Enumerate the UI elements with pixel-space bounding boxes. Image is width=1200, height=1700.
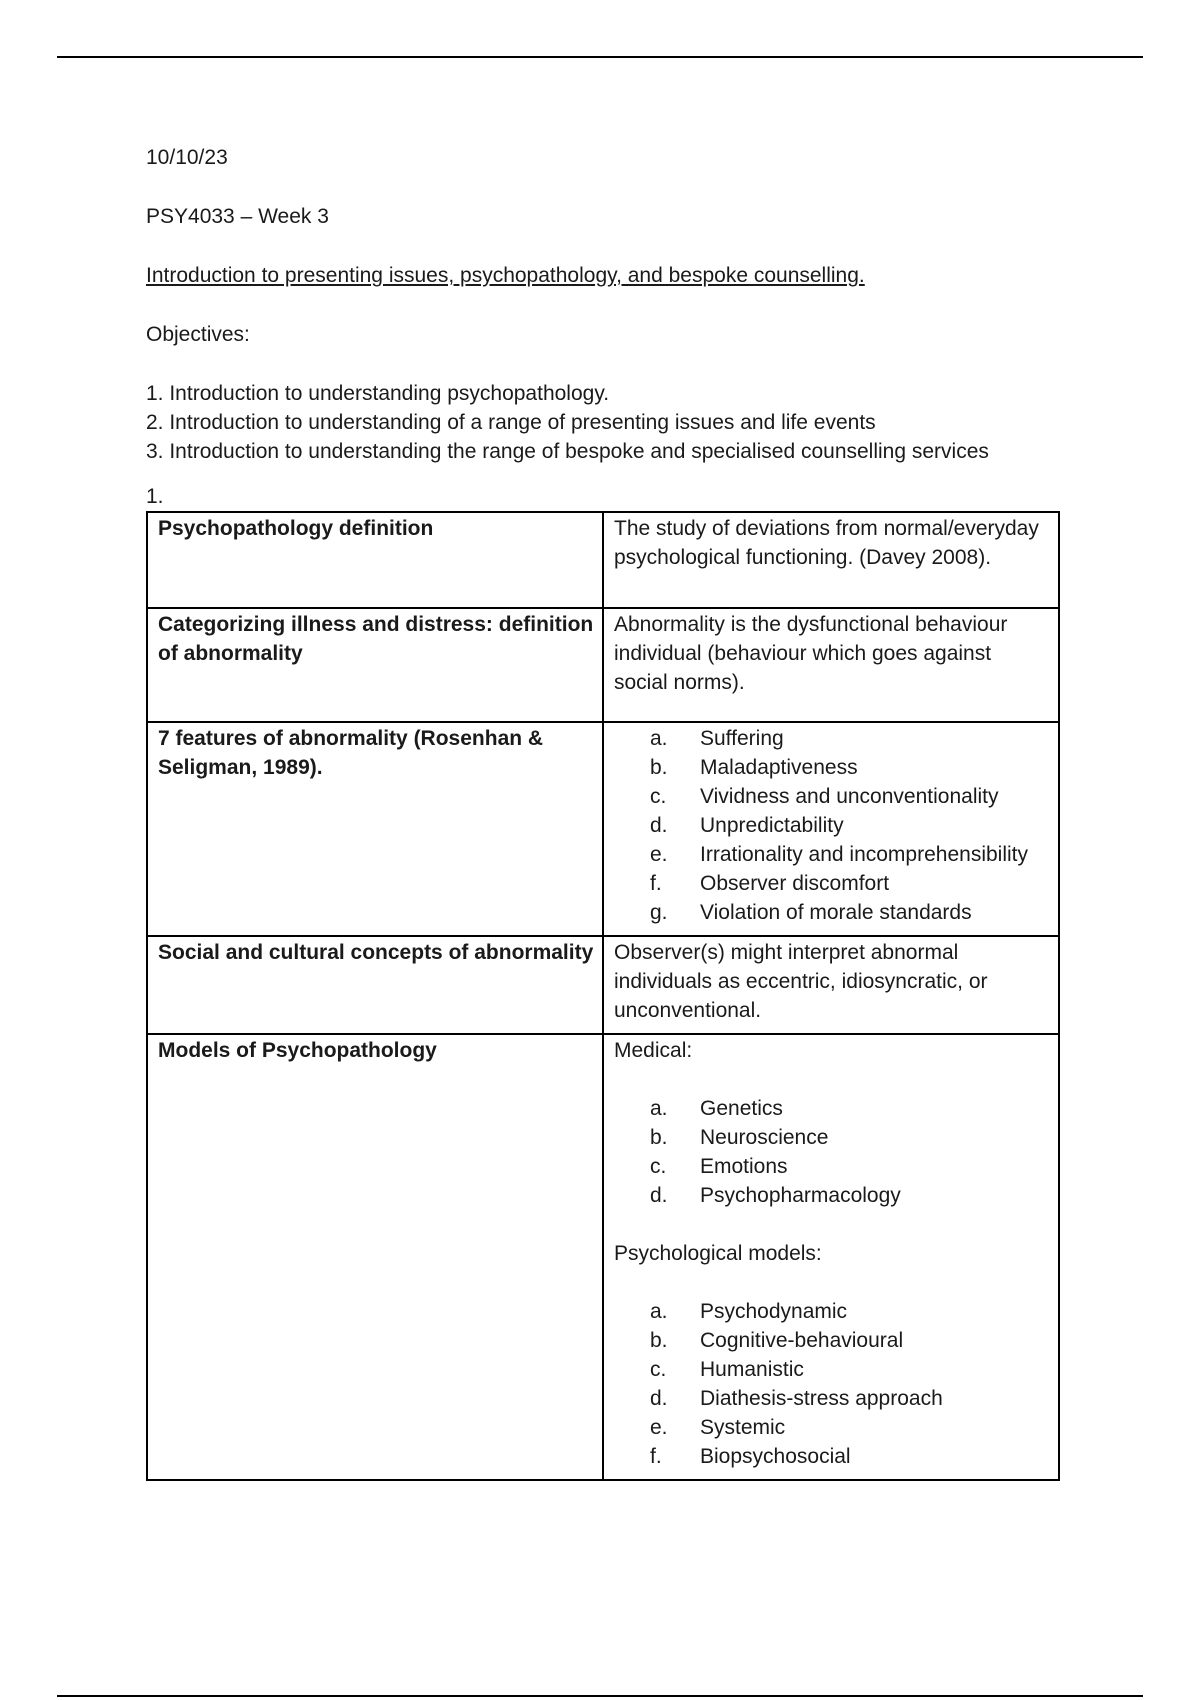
list-marker: b. bbox=[650, 756, 668, 779]
list-text: Biopsychosocial bbox=[700, 1445, 851, 1468]
list-marker: b. bbox=[650, 1329, 668, 1352]
list-marker: e. bbox=[650, 843, 668, 866]
medical-label: Medical: bbox=[614, 1039, 693, 1062]
list-item bbox=[614, 1384, 1050, 1413]
list-marker: c. bbox=[650, 1155, 667, 1178]
list-marker: a. bbox=[650, 1097, 668, 1120]
list-item bbox=[614, 724, 1050, 753]
notes-table bbox=[146, 511, 1060, 1481]
list-item bbox=[614, 1123, 1050, 1152]
header-rule bbox=[57, 56, 1143, 58]
list-marker: d. bbox=[650, 814, 668, 837]
term-cell: 7 features of abnormality (Rosenhan & Seligman, 1989). bbox=[147, 722, 603, 936]
medical-models-list bbox=[614, 1094, 1050, 1210]
list-item bbox=[614, 1355, 1050, 1384]
term-cell: Categorizing illness and distress: definition of abnormality bbox=[147, 608, 603, 722]
objectives-label: Objectives: bbox=[146, 323, 250, 346]
lecture-title: Introduction to presenting issues, psychopathology, and bespoke counselling. bbox=[146, 264, 865, 287]
objective-item: 1. Introduction to understanding psychopathology. bbox=[146, 382, 610, 405]
list-text: Emotions bbox=[700, 1155, 788, 1178]
course-week: PSY4033 – Week 3 bbox=[146, 205, 329, 228]
list-text: Neuroscience bbox=[700, 1126, 829, 1149]
definition-cell: Observer(s) might interpret abnormal individuals as eccentric, idiosyncratic, or unconventional. bbox=[603, 936, 1059, 1034]
list-item bbox=[614, 811, 1050, 840]
term-cell: Models of Psychopathology bbox=[147, 1034, 603, 1480]
document-body bbox=[146, 143, 1066, 1481]
psychological-models-list bbox=[614, 1297, 1050, 1471]
list-marker: d. bbox=[650, 1184, 668, 1207]
table-row bbox=[147, 512, 1059, 608]
list-text: Psychodynamic bbox=[700, 1300, 848, 1323]
list-marker: b. bbox=[650, 1126, 668, 1149]
list-marker: g. bbox=[650, 901, 668, 924]
definition-cell: Abnormality is the dysfunctional behaviour individual (behaviour which goes against social norms). bbox=[603, 608, 1059, 722]
list-text: Humanistic bbox=[700, 1358, 804, 1381]
list-marker: f. bbox=[650, 872, 662, 895]
list-item bbox=[614, 753, 1050, 782]
list-marker: e. bbox=[650, 1416, 668, 1439]
list-text: Cognitive-behavioural bbox=[700, 1329, 904, 1352]
footer-rule bbox=[57, 1695, 1143, 1697]
list-marker: d. bbox=[650, 1387, 668, 1410]
list-text: Genetics bbox=[700, 1097, 783, 1120]
term-cell: Psychopathology definition bbox=[147, 512, 603, 608]
list-text: Psychopharmacology bbox=[700, 1184, 901, 1207]
objectives-list bbox=[146, 379, 1066, 466]
list-item bbox=[614, 898, 1050, 927]
table-row bbox=[147, 1034, 1059, 1480]
list-text: Diathesis-stress approach bbox=[700, 1387, 943, 1410]
list-text: Suffering bbox=[700, 727, 784, 750]
list-item bbox=[614, 1152, 1050, 1181]
list-text: Vividness and unconventionality bbox=[700, 785, 999, 808]
list-item bbox=[614, 1442, 1050, 1471]
list-item bbox=[614, 1297, 1050, 1326]
list-text: Systemic bbox=[700, 1416, 786, 1439]
list-marker: a. bbox=[650, 1300, 668, 1323]
spacer bbox=[614, 1268, 1050, 1297]
definition-cell bbox=[603, 722, 1059, 936]
list-item bbox=[614, 840, 1050, 869]
definition-cell bbox=[603, 1034, 1059, 1480]
list-text: Maladaptiveness bbox=[700, 756, 858, 779]
objective-item: 3. Introduction to understanding the range of bespoke and specialised counselling services bbox=[146, 440, 989, 463]
table-row bbox=[147, 936, 1059, 1034]
list-item bbox=[614, 782, 1050, 811]
list-marker: a. bbox=[650, 727, 668, 750]
list-item bbox=[614, 1094, 1050, 1123]
list-text: Observer discomfort bbox=[700, 872, 890, 895]
objective-item: 2. Introduction to understanding of a range of presenting issues and life events bbox=[146, 411, 876, 434]
psychological-label: Psychological models: bbox=[614, 1242, 822, 1265]
section-number: 1. bbox=[146, 485, 164, 508]
list-item bbox=[614, 1413, 1050, 1442]
list-marker: f. bbox=[650, 1445, 662, 1468]
list-marker: c. bbox=[650, 1358, 667, 1381]
list-text: Violation of morale standards bbox=[700, 901, 972, 924]
date: 10/10/23 bbox=[146, 146, 228, 169]
term-cell: Social and cultural concepts of abnormality bbox=[147, 936, 603, 1034]
definition-cell: The study of deviations from normal/everyday psychological functioning. (Davey 2008). bbox=[603, 512, 1059, 608]
list-item bbox=[614, 1326, 1050, 1355]
list-item bbox=[614, 869, 1050, 898]
spacer bbox=[614, 1210, 1050, 1239]
abnormality-features-list bbox=[614, 724, 1050, 927]
list-marker: c. bbox=[650, 785, 667, 808]
table-row bbox=[147, 608, 1059, 722]
list-item bbox=[614, 1181, 1050, 1210]
table-row bbox=[147, 722, 1059, 936]
list-text: Irrationality and incomprehensibility bbox=[700, 843, 1028, 866]
spacer bbox=[614, 1065, 1050, 1094]
list-text: Unpredictability bbox=[700, 814, 844, 837]
